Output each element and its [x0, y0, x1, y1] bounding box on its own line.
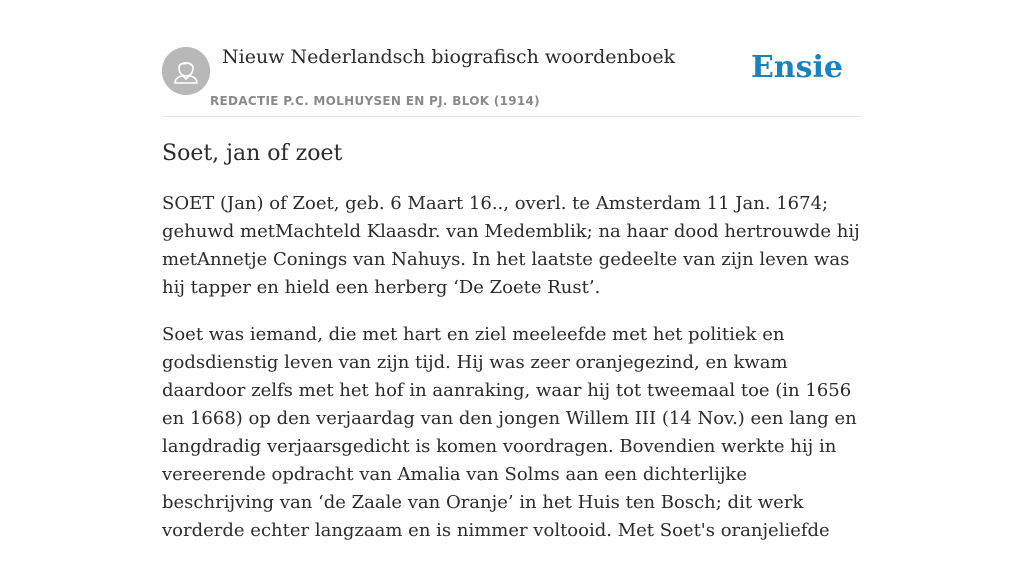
article	[162, 138, 862, 564]
user-silhouette-icon[interactable]	[162, 47, 210, 95]
book-title[interactable]: Nieuw Nederlandsch biografisch woordenboek	[222, 46, 676, 68]
article-paragraph: SOET (Jan) of Zoet, geb. 6 Maart 16.., overl. te Amsterdam 11 Jan. 1674; gehuwd metMachteld Klaasdr. van Medemblik; na haar dood hertrouwde hij metAnnetje Conings van Nahuys. In het laatste gedeelte van zijn leven was hij tapper en hield een herberg ‘De Zoete Rust’.	[162, 193, 860, 298]
ensie-logo[interactable]: Ensie	[750, 50, 843, 85]
article-paragraph: Soet was iemand, die met hart en ziel meeleefde met het politiek en godsdienstig leven van zijn tijd. Hij was zeer oranjegezind, en kwam daardoor zelfs met het hof in aanraking, waar hij tot tweemaal toe (in 1656 en 1668) op den verjaardag van den jongen Willem III (14 Nov.) een lang en langdradig verjaarsgedicht is komen voordragen. Bovendien werkte hij in vereerende opdracht van Amalia van Solms aan een dichterlijke beschrijving van ‘de Zaale van Oranje’ in het Huis ten Bosch; dit werk vorderde echter langzaam en is nimmer voltooid. Met Soet's oranjeliefde	[162, 324, 857, 541]
book-editors: REDACTIE P.C. MOLHUYSEN EN PJ. BLOK (1914)	[210, 94, 540, 108]
entry-title: Soet, jan of zoet	[162, 141, 343, 166]
source-header	[162, 46, 862, 117]
